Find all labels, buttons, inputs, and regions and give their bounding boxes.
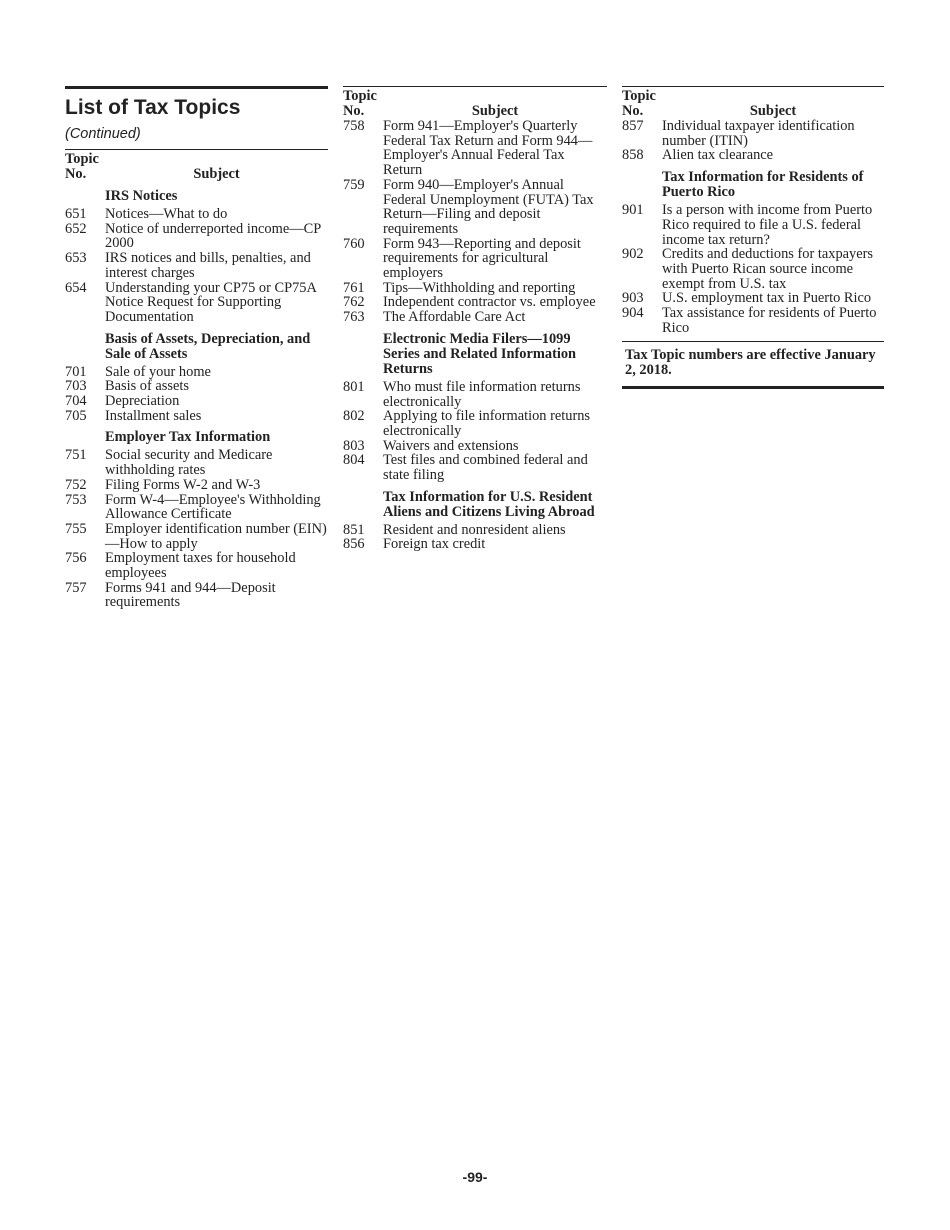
topic-row <box>65 222 328 251</box>
top-rule <box>65 86 328 89</box>
topic-row <box>65 394 328 409</box>
topic-subject: Employer identification number (EIN)—How to apply <box>105 520 327 552</box>
topic-subject: Form 943—Reporting and deposit requirements for agricultural employers <box>383 235 581 282</box>
no-label: No. <box>343 103 365 119</box>
topic-number: 901 <box>622 202 644 219</box>
topic-row <box>622 148 884 163</box>
topic-subject: Form 940—Employer's Annual Federal Unemployment (FUTA) Tax Return—Filing and deposit requirements <box>383 176 594 237</box>
topic-row <box>622 203 884 247</box>
topic-row <box>65 365 328 380</box>
topic-subject: Filing Forms W-2 and W-3 <box>105 476 261 493</box>
topic-row <box>65 448 328 477</box>
column-header <box>343 87 607 119</box>
topic-number: 760 <box>343 235 365 252</box>
topic-number: 851 <box>343 521 365 538</box>
topic-subject: Applying to file information returns electronically <box>383 408 591 439</box>
topic-list-2 <box>343 119 607 552</box>
topic-subject: Credits and deductions for taxpayers with Puerto Rican source income exempt from U.S. tax <box>662 246 874 292</box>
topic-subject: U.S. employment tax in Puerto Rico <box>662 290 872 307</box>
topic-number: 758 <box>343 118 365 134</box>
topic-number: 763 <box>343 309 365 326</box>
topic-row <box>343 523 607 538</box>
topic-subject: Social security and Medicare withholding rates <box>105 447 273 479</box>
topic-number: 858 <box>622 147 644 164</box>
topic-number: 762 <box>343 294 365 311</box>
topic-subject: Forms 941 and 944—Deposit requirements <box>105 579 276 611</box>
topic-row <box>343 310 607 325</box>
topic-subject: Resident and nonresident aliens <box>383 521 566 538</box>
topic-subject: Who must file information returns electronically <box>383 378 581 410</box>
topic-row <box>343 237 607 281</box>
topic-row <box>343 380 607 409</box>
topic-number: 904 <box>622 305 644 322</box>
topic-number: 801 <box>343 378 365 395</box>
topic-number: 705 <box>65 407 87 424</box>
topic-number: 759 <box>343 176 365 193</box>
topic-list-3 <box>622 119 884 335</box>
topic-label: Topic <box>65 151 99 167</box>
topic-subject: Foreign tax credit <box>383 536 486 553</box>
topic-row <box>343 453 607 482</box>
topic-subject: Installment sales <box>105 407 202 424</box>
topic-subject: Test files and combined federal and state filing <box>383 452 588 484</box>
topic-subject: The Affordable Care Act <box>383 309 526 326</box>
topic-number: 903 <box>622 290 644 307</box>
topic-number: 804 <box>343 452 365 469</box>
topic-number: 803 <box>343 437 365 454</box>
column-header <box>65 150 328 182</box>
topic-subject: Individual taxpayer identification number (ITIN) <box>662 118 855 149</box>
topic-row <box>622 291 884 306</box>
topic-number: 857 <box>622 118 644 134</box>
no-label: No. <box>65 166 87 182</box>
topic-row <box>343 439 607 454</box>
topic-subject: Is a person with income from Puerto Rico required to file a U.S. federal income tax return? <box>662 202 873 248</box>
section-heading: IRS Notices <box>105 188 178 204</box>
topic-label: Topic <box>343 88 377 104</box>
topic-row <box>65 581 328 610</box>
subject-label: Subject <box>193 166 240 182</box>
topic-subject: Form 941—Employer's Quarterly Federal Tax Return and Form 944—Employer's Annual Federal Tax Return <box>383 118 593 179</box>
topic-row <box>65 409 328 424</box>
topic-subject: Sale of your home <box>105 363 211 380</box>
topic-row <box>343 295 607 310</box>
continued-label: (Continued) <box>65 126 141 142</box>
topic-row <box>65 551 328 580</box>
topic-subject: IRS notices and bills, penalties, and interest charges <box>105 250 311 281</box>
topic-subject: Tax assistance for residents of Puerto Rico <box>662 305 877 336</box>
topic-number: 704 <box>65 393 87 410</box>
topic-row <box>65 379 328 394</box>
topic-number: 652 <box>65 220 87 237</box>
column-header <box>622 87 884 119</box>
topic-row <box>622 306 884 335</box>
topic-row <box>65 207 328 222</box>
topic-subject: Depreciation <box>105 393 180 410</box>
topic-subject: Notice of underreported income—CP 2000 <box>105 220 321 252</box>
topic-number: 651 <box>65 206 87 222</box>
topic-number: 756 <box>65 550 87 567</box>
topic-number: 653 <box>65 250 87 267</box>
topic-number: 802 <box>343 408 365 425</box>
topic-subject: Understanding your CP75 or CP75A Notice Request for Supporting Documentation <box>105 279 317 325</box>
column-3 <box>622 86 884 389</box>
topic-row <box>343 537 607 552</box>
topic-row <box>65 251 328 280</box>
topic-row <box>343 119 607 178</box>
topic-label: Topic <box>622 88 656 104</box>
topic-number: 757 <box>65 579 87 596</box>
topic-subject: Basis of assets <box>105 378 189 395</box>
topic-subject: Employment taxes for household employees <box>105 550 296 582</box>
topic-number: 654 <box>65 279 87 296</box>
page-number: -99- <box>462 1169 488 1185</box>
section-heading: Tax Information for Residents of Puerto Rico <box>662 169 864 201</box>
topic-number: 751 <box>65 447 87 464</box>
topic-number: 755 <box>65 520 87 537</box>
topic-number: 703 <box>65 378 87 395</box>
topic-subject: Alien tax clearance <box>662 147 774 164</box>
subject-label: Subject <box>471 103 519 119</box>
topic-subject: Independent contractor vs. employee <box>383 294 596 311</box>
topic-row <box>343 178 607 237</box>
topic-number: 701 <box>65 363 87 380</box>
topic-row <box>622 247 884 291</box>
subject-label: Subject <box>749 103 797 119</box>
topic-subject: Tips—Withholding and reporting <box>383 279 576 296</box>
topic-row <box>343 409 607 438</box>
topic-row <box>65 478 328 493</box>
topic-subject: Notices—What to do <box>105 206 228 222</box>
section-heading: Employer Tax Information <box>105 429 271 446</box>
column-2 <box>343 86 607 552</box>
section-heading: Electronic Media Filers—1099 Series and Related Information Returns <box>383 330 577 377</box>
topic-row <box>65 493 328 522</box>
topic-number: 761 <box>343 279 365 296</box>
section-heading: Tax Information for U.S. Resident Aliens and Citizens Living Abroad <box>383 488 595 520</box>
topic-row <box>622 119 884 148</box>
column-1 <box>65 86 328 610</box>
topic-row <box>65 522 328 551</box>
topic-row <box>65 281 328 325</box>
page-title: List of Tax Topics <box>65 96 241 119</box>
topic-number: 753 <box>65 491 87 508</box>
topic-row <box>343 281 607 296</box>
topic-list-1 <box>65 189 328 610</box>
topic-number: 752 <box>65 476 87 493</box>
topic-subject: Waivers and extensions <box>383 437 519 454</box>
topic-number: 902 <box>622 246 644 263</box>
no-label: No. <box>622 103 644 119</box>
section-heading: Basis of Assets, Depreciation, and Sale of Assets <box>105 330 311 362</box>
topic-subject: Form W-4—Employee's Withholding Allowance Certificate <box>105 491 321 523</box>
topic-number: 856 <box>343 536 365 553</box>
effective-date-note: Tax Topic numbers are effective January 2, 2018. <box>622 341 884 389</box>
